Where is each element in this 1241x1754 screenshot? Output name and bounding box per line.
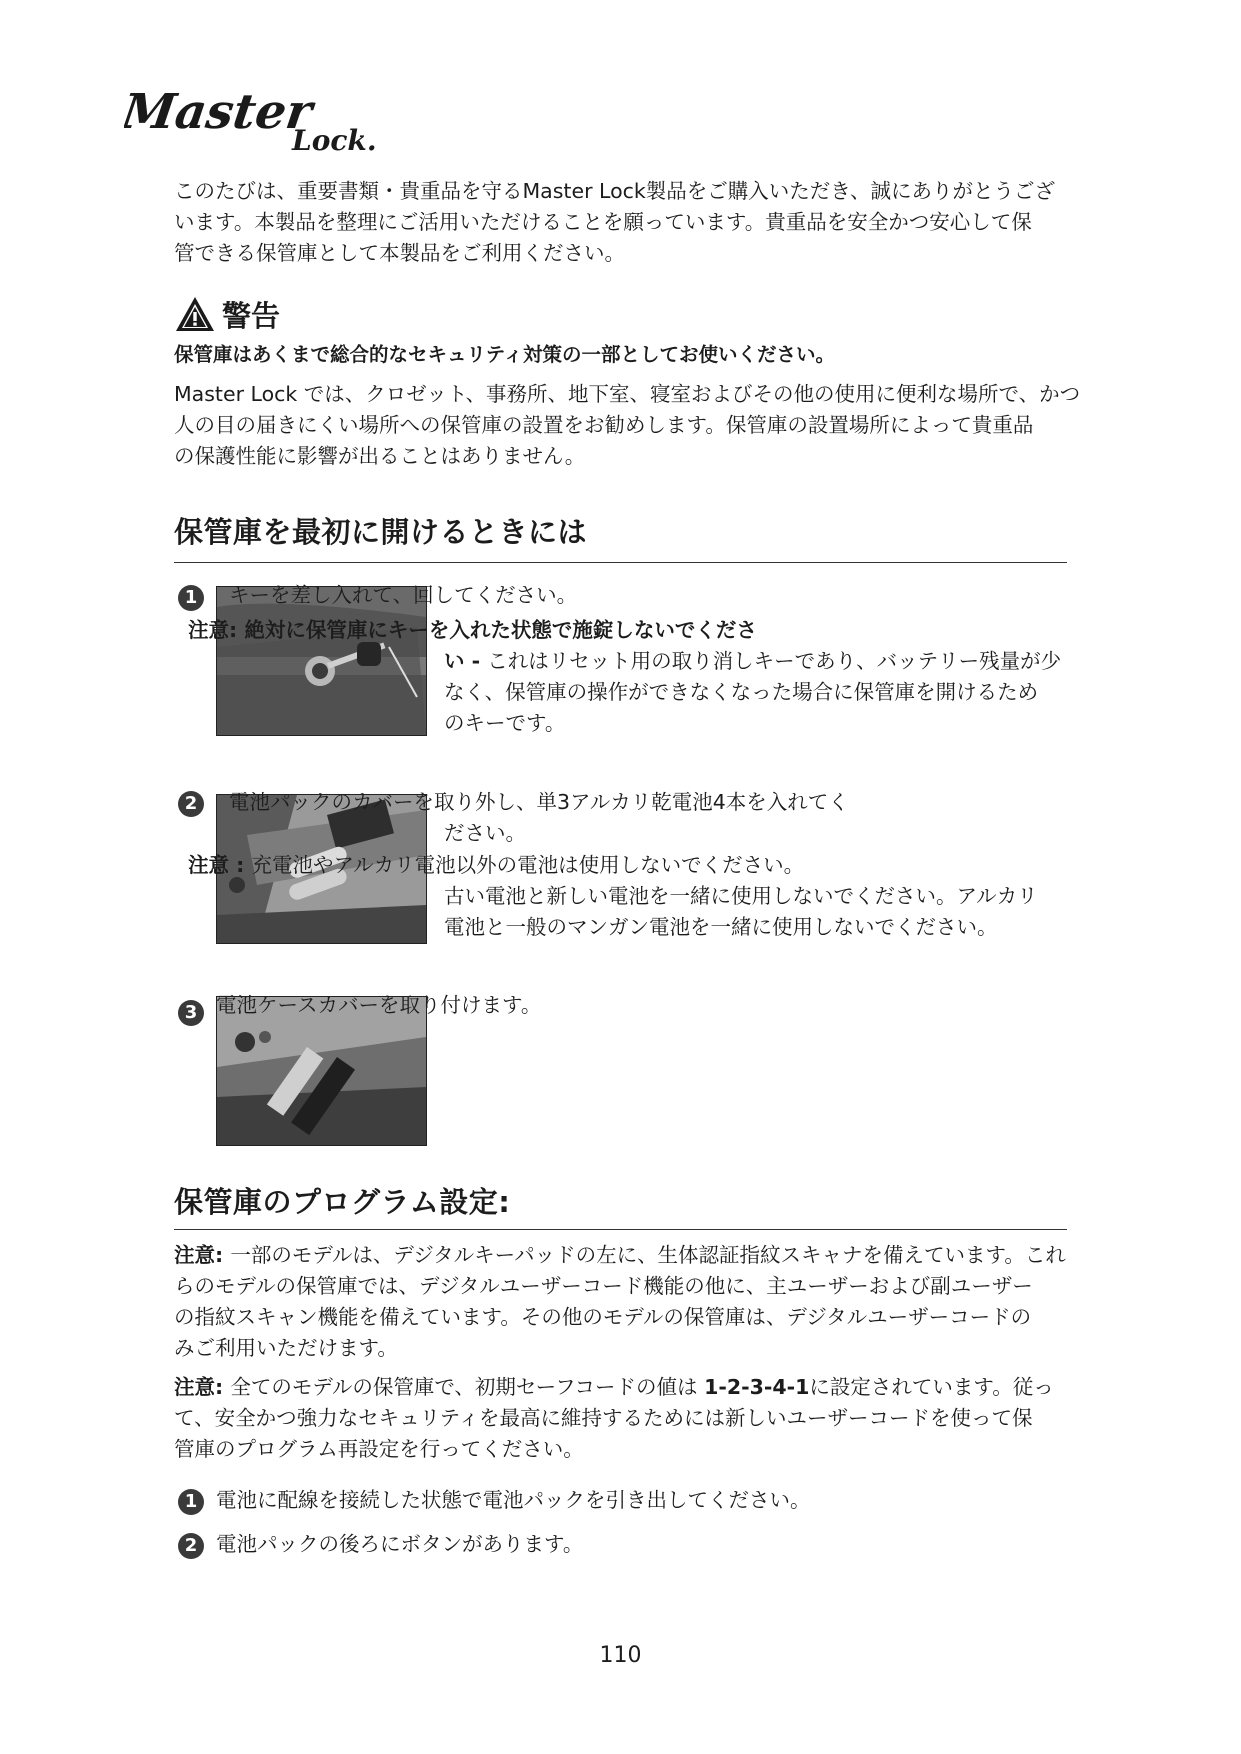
section2-note2-line: て、安全かつ強力なセキュリティを最高に維持するためには新しいユーザーコードを使って保 (174, 1406, 1033, 1430)
section2-note2-pre: 全てのモデルの保管庫で、初期セーフコードの値は (230, 1375, 705, 1399)
section1-heading: 保管庫を最初に開けるときには (174, 515, 588, 549)
step2-text-cont: ださい。 (444, 821, 526, 845)
section2-note1-line: の指紋スキャン機能を備えています。その他のモデルの保管庫は、デジタルユーザーコードの (174, 1305, 1032, 1329)
step2-note-line: 電池と一般のマンガン電池を一緒に使用しないでください。 (444, 915, 998, 939)
logo-brand-bottom: Lock. (292, 124, 377, 152)
warning-line: 人の目の届きにくい場所への保管庫の設置をお勧めします。保管庫の設置場所によって貴重品 (174, 413, 1034, 437)
program-step2-text: 電池パックの後ろにボタンがあります。 (216, 1532, 584, 1556)
warning-line: の保護性能に影響が出ることはありません。 (174, 444, 586, 468)
warning-paragraph (174, 379, 1134, 472)
warning-bold-line: 保管庫はあくまで総合的なセキュリティ対策の一部としてお使いください。 (174, 343, 836, 366)
section2-rule (174, 1229, 1067, 1230)
logo-graphic (124, 86, 384, 152)
warning-triangle-icon (174, 295, 216, 333)
intro-paragraph (174, 176, 1134, 269)
step3-number-badge: 3 (178, 1000, 204, 1026)
section2-note2-post: に設定されています。従っ (809, 1375, 1054, 1399)
step2-note-line: 古い電池と新しい電池を一緒に使用しないでください。アルカリ (444, 884, 1038, 908)
logo-brand-top: Master (124, 86, 316, 140)
section2-note1-line (174, 1240, 1134, 1271)
program-step1-text: 電池に配線を接続した状態で電池パックを引き出してください。 (216, 1488, 811, 1512)
warning-title: 警告 (222, 298, 281, 333)
section2-note2 (174, 1372, 1134, 1465)
warning-line: Master Lock では、クロゼット、事務所、地下室、寝室およびその他の使用に便利な場所で、かつ (174, 382, 1081, 406)
program-step1-number-badge: 1 (178, 1489, 204, 1515)
intro-line: このたびは、重要書類・貴重品を守るMaster Lock製品をご購入いただき、誠にありがとうござ (174, 179, 1055, 203)
section2-note2-line (174, 1372, 1134, 1403)
warning-heading (174, 292, 280, 336)
intro-line: います。本製品を整理にご活用いただけることを願っています。貴重品を安全かつ安心して保 (174, 210, 1032, 234)
section2-heading: 保管庫のプログラム設定: (174, 1185, 511, 1219)
default-safe-code: 1-2-3-4-1 (704, 1375, 810, 1399)
step2-text: 電池パックのカバーを取り外し、単3アルカリ乾電池4本を入れてく (229, 790, 849, 814)
section2-note1-first: 一部のモデルは、デジタルキーパッドの左に、生体認証指紋スキャナを備えています。これ (230, 1243, 1066, 1267)
step1-note-rest: これはリセット用の取り消しキーであり、バッテリー残量が少 (487, 649, 1062, 673)
step3-text: 電池ケースカバーを取り付けます。 (216, 993, 542, 1017)
step1-note-bold-tail: い - (444, 649, 488, 673)
section2-note1-label: 注意: (174, 1243, 231, 1267)
step2-number-badge: 2 (178, 791, 204, 817)
step2-note-label: 注意 : (188, 853, 252, 877)
section2-note2-label: 注意: (174, 1375, 231, 1399)
step1-note-line: のキーです。 (444, 711, 566, 735)
program-step2-number-badge: 2 (178, 1533, 204, 1559)
section1-rule (174, 562, 1067, 563)
section2-note1 (174, 1240, 1134, 1364)
step1-text: キーを差し入れて、回してください。 (229, 583, 578, 607)
step1-number-badge: 1 (178, 585, 204, 611)
step2-note (188, 850, 804, 881)
step1-note-line: なく、保管庫の操作ができなくなった場合に保管庫を開けるため (444, 680, 1039, 704)
section2-note1-line: らのモデルの保管庫では、デジタルユーザーコード機能の他に、主ユーザーおよび副ユーザー (174, 1274, 1033, 1298)
section2-note2-line: 管庫のプログラム再設定を行ってください。 (174, 1437, 584, 1461)
step1-note-bold: 注意: 絶対に保管庫にキーを入れた状態で施錠しないでくださ (188, 618, 757, 642)
page-number: 110 (599, 1643, 642, 1668)
step2-note-first: 充電池やアルカリ電池以外の電池は使用しないでください。 (251, 853, 805, 877)
master-lock-logo (124, 86, 384, 152)
intro-line: 管できる保管庫として本製品をご利用ください。 (174, 241, 625, 265)
section2-note1-line: みご利用いただけます。 (174, 1336, 398, 1360)
step1-note-continuation (444, 646, 1061, 739)
step1-note-line (444, 646, 1061, 677)
step2-note-continuation (444, 881, 1038, 943)
